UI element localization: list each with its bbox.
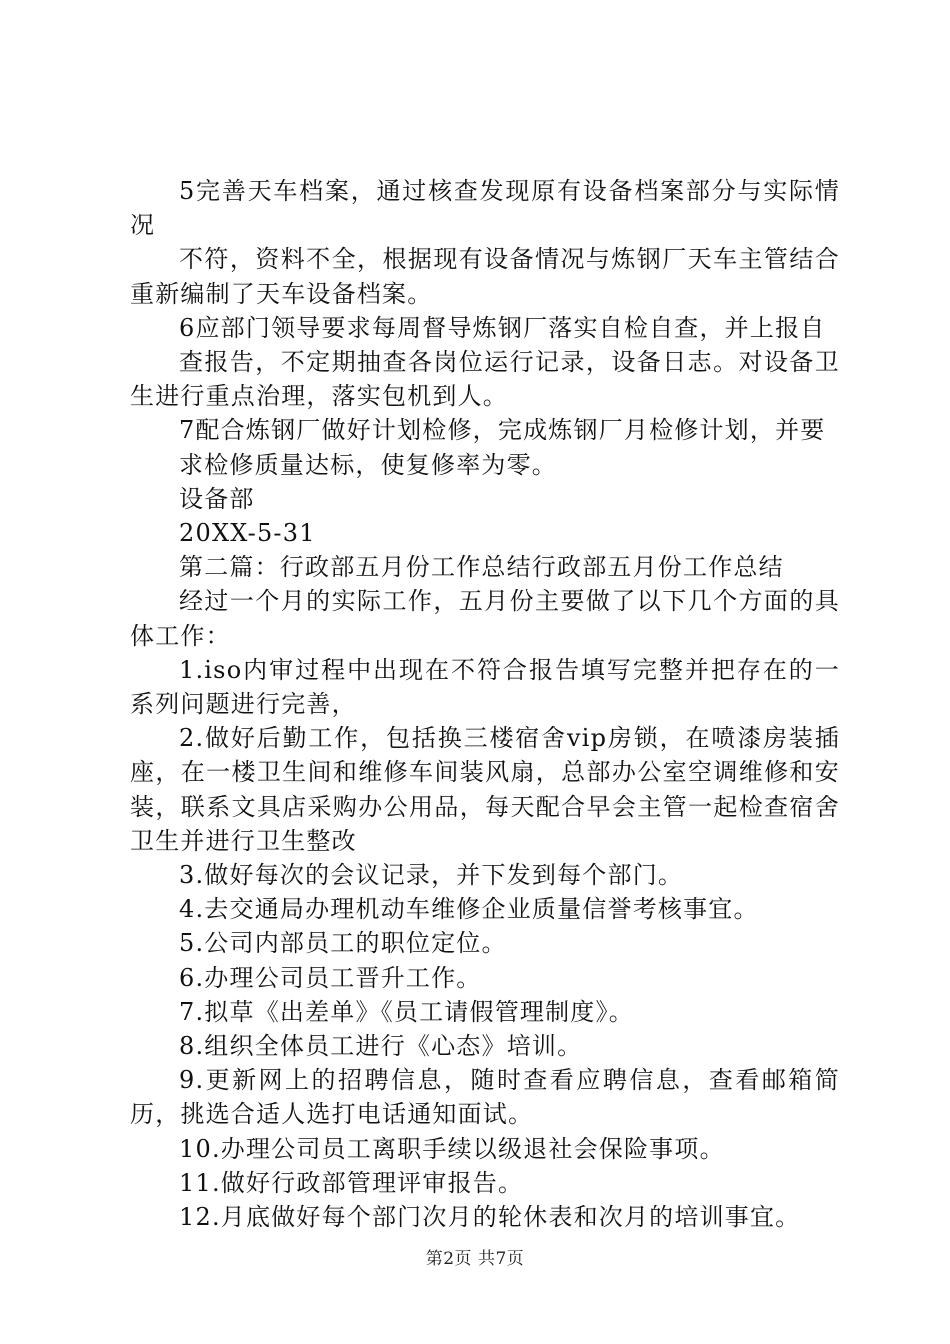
list-item-7: 7.拟草《出差单》《员工请假管理制度》。 — [179, 997, 634, 1026]
list-item-2: 2.做好后勤工作，包括换三楼宿舍vip房锁，在喷漆房装插座，在一楼卫生间和维修车间装风扇，总部办公室空调维修和安装，联系文具店采购办公用品，每天配合早会主管一起检查宿舍卫生并进行卫生整改 — [130, 724, 840, 855]
list-item-8: 8.组织全体员工进行《心态》培训。 — [179, 1032, 583, 1061]
page-footer: 第2页 共7页 — [425, 1249, 525, 1269]
list-item-9: 9.更新网上的招聘信息，随时查看应聘信息，查看邮箱简历，挑选合适人选打电话通知面试。 — [130, 1066, 840, 1129]
list-item-1: 1.iso内审过程中出现在不符合报告填写完整并把存在的一系列问题进行完善， — [130, 655, 840, 719]
paragraph-intro: 经过一个月的实际工作，五月份主要做了以下几个方面的具体工作： — [130, 587, 840, 650]
list-item-5: 5.公司内部员工的职位定位。 — [179, 929, 507, 958]
list-item-3: 3.做好每次的会议记录，并下发到每个部门。 — [179, 861, 684, 890]
paragraph-6: 求检修质量达标，使复修率为零。 — [179, 450, 557, 479]
signature-date: 20XX-5-31 — [179, 519, 316, 548]
list-item-12: 12.月底做好每个部门次月的轮休表和次月的培训事宜。 — [179, 1203, 801, 1232]
paragraph-1: 5完善天车档案，通过核查发现原有设备档案部分与实际情况 — [130, 177, 840, 240]
list-item-6: 6.办理公司员工晋升工作。 — [179, 963, 482, 992]
document-body — [130, 174, 840, 1234]
list-item-4: 4.去交通局办理机动车维修企业质量信誉考核事宜。 — [179, 895, 759, 924]
list-item-11: 11.做好行政部管理评审报告。 — [179, 1168, 524, 1197]
paragraph-3: 6应部门领导要求每周督导炼钢厂落实自检自查，并上报自 — [179, 313, 826, 342]
paragraph-2: 不符，资料不全，根据现有设备情况与炼钢厂天车主管结合重新编制了天车设备档案。 — [130, 245, 840, 308]
section-heading: 第二篇：行政部五月份工作总结行政部五月份工作总结 — [179, 553, 784, 582]
paragraph-4: 查报告，不定期抽查各岗位运行记录，设备日志。对设备卫生进行重点治理，落实包机到人。 — [130, 348, 840, 411]
signature-department: 设备部 — [179, 484, 255, 513]
list-item-10: 10.办理公司员工离职手续以级退社会保险事项。 — [179, 1134, 725, 1163]
paragraph-5: 7配合炼钢厂做好计划检修，完成炼钢厂月检修计划，并要 — [179, 416, 826, 445]
